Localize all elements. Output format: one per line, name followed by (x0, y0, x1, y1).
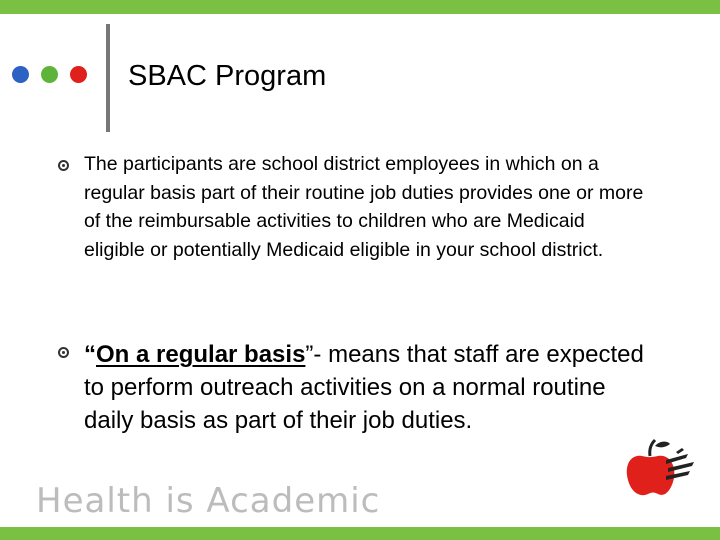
decorative-dot-red (70, 66, 87, 83)
definition-text: - means that staff are expected to perform outreach activities on a normal routine daily basis as part of their job duties. (84, 341, 644, 434)
apple-logo-icon (620, 436, 700, 502)
footer-logo-text: Health is Academic (36, 481, 381, 521)
defined-term: On a regular basis (96, 341, 306, 368)
bullet-text-participants: The participants are school district employees in which on a regular basis part of their routine job duties provides one or more of the reimbursable activities to children who are Medicaid eligible or potentially Medicaid eligible in your school district. (84, 153, 644, 261)
bullet-text-regular-basis (84, 338, 654, 437)
decorative-dot-blue (12, 66, 29, 83)
bottom-accent-bar (0, 527, 720, 540)
bullet-icon (58, 347, 69, 358)
bullet-icon (58, 160, 69, 171)
open-quote: “ (84, 341, 96, 368)
slide-title: SBAC Program (128, 60, 327, 92)
top-accent-bar (0, 0, 720, 14)
close-quote: ” (305, 341, 314, 368)
decorative-dot-green (41, 66, 58, 83)
title-divider (106, 24, 110, 132)
